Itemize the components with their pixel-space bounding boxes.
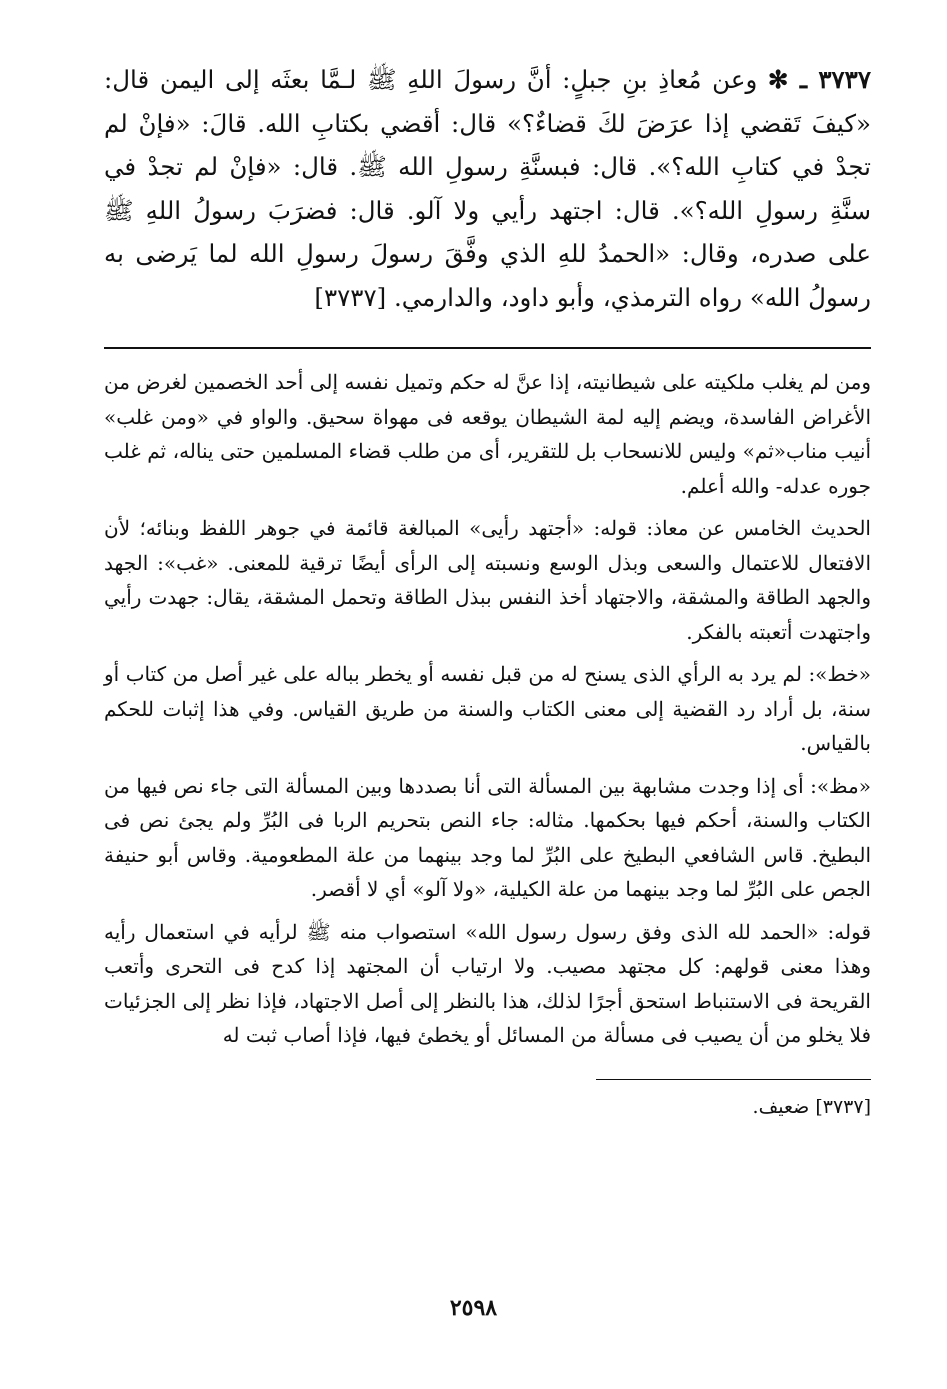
commentary-paragraph: «خط»: لم يرد به الرأي الذى يسنح له من قبل نفسه أو يخطر بباله على غير أصل من كتاب أو سنة، بل أراد رد القضية إلى معنى الكتاب والسنة من طريق القياس. وفي هذا إثبات للحكم بالقياس. [104, 662, 871, 755]
commentary-paragraph: الحديث الخامس عن معاذ: قوله: «أجتهد رأيى» المبالغة قائمة في جوهر اللفظ وبنائه؛ لأن الافتعال للاعتمال والسعى وبذل الوسع ونسبته إلى الرأى أيضًا ترقية للمعنى. «غب»: الجهد والجهد الطاقة والمشقة، والاجتهاد أخذ النفس ببذل الطاقة وتحمل المشقة، يقال: جهدت رأيي واجتهدت أتعبته بالفكر. [104, 516, 871, 644]
hadith-number: ٣٧٣٧ ـ ✻ [767, 65, 871, 94]
commentary-paragraph: ومن لم يغلب ملكيته على شيطانيته، إذا عنَّ له حكم وتميل نفسه إلى أحد الخصمين لغرض من الأغراض الفاسدة، ويضم إليه لمة الشيطان يوقعه فى مهواة سحيق. والواو في «ومن غلب» أنيب مناب«ثم» وليس للانسحاب بل للتقرير، أى من طلب قضاء المسلمين حتى يناله، ثم غلب جوره عدله- والله أعلم. [104, 370, 871, 498]
footnote-divider [596, 1079, 871, 1080]
commentary-paragraph: «مظ»: أى إذا وجدت مشابهة بين المسألة التى أنا بصددها وبين المسألة التى جاء نص فيها من الكتاب والسنة، أحكم فيها بحكمها. مثاله: جاء النص بتحريم الربا فى البُرِّ ولم يجئ نص فى البطيخ. قاس الشافعي البطيخ على البُرِّ لما وجد بينهما من علة المطعومية. وقاس أبو حنيفة الجص على البُرِّ لما وجد بينهما من علة الكيلية، «ولا آلو» أي لا أقصر. [104, 773, 871, 901]
footnote: [٣٧٣٧] ضعيف. [752, 1095, 871, 1118]
hadith-text: وعن مُعاذِ بنِ جبلٍ: أنَّ رسولَ اللهِ ﷺ لـمَّا بعثَه إلى اليمن قال: «كيفَ تَقضي إذا عرَضَ لكَ قضاءٌ؟» قال: أقضي بكتابِ الله. قالَ: «فإنْ لم تجدْ في كتابِ الله؟». قال: فبسنَّةِ رسولِ الله ﷺ. قال: «فإنْ لم تجدْ في سنَّةِ رسولِ الله؟». قال: اجتهد رأيي ولا آلو. قال: فضرَبَ رسولُ اللهِ ﷺ على صدره، وقال: «الحمدُ للهِ الذي وفَّقَ رسولَ رسولِ الله لما يَرضى به رسولُ الله» رواه الترمذي، وأبو داود، والدارمي. [٣٧٣٧] [104, 65, 871, 312]
hadith-paragraph [104, 58, 871, 319]
main-divider [104, 347, 871, 349]
commentary-section [104, 365, 871, 1053]
page-number: ٢٥٩٨ [449, 1295, 498, 1321]
commentary-paragraph: قوله: «الحمد لله الذى وفق رسول رسول الله» استصواب منه ﷺ لرأيه في استعمال رأيه وهذا معنى قولهم: كل مجتهد مصيب. ولا ارتياب أن المجتهد إذا كدح فى التحرى وأتعب القريحة فى الاستنباط استحق أجرًا لذلك، هذا بالنظر إلى أصل الاجتهاد، فإذا نظر إلى الجزئيات فلا يخلو من أن يصيب فى مسألة من المسائل أو يخطئ فيها، فإذا أصاب ثبت له [104, 919, 871, 1047]
